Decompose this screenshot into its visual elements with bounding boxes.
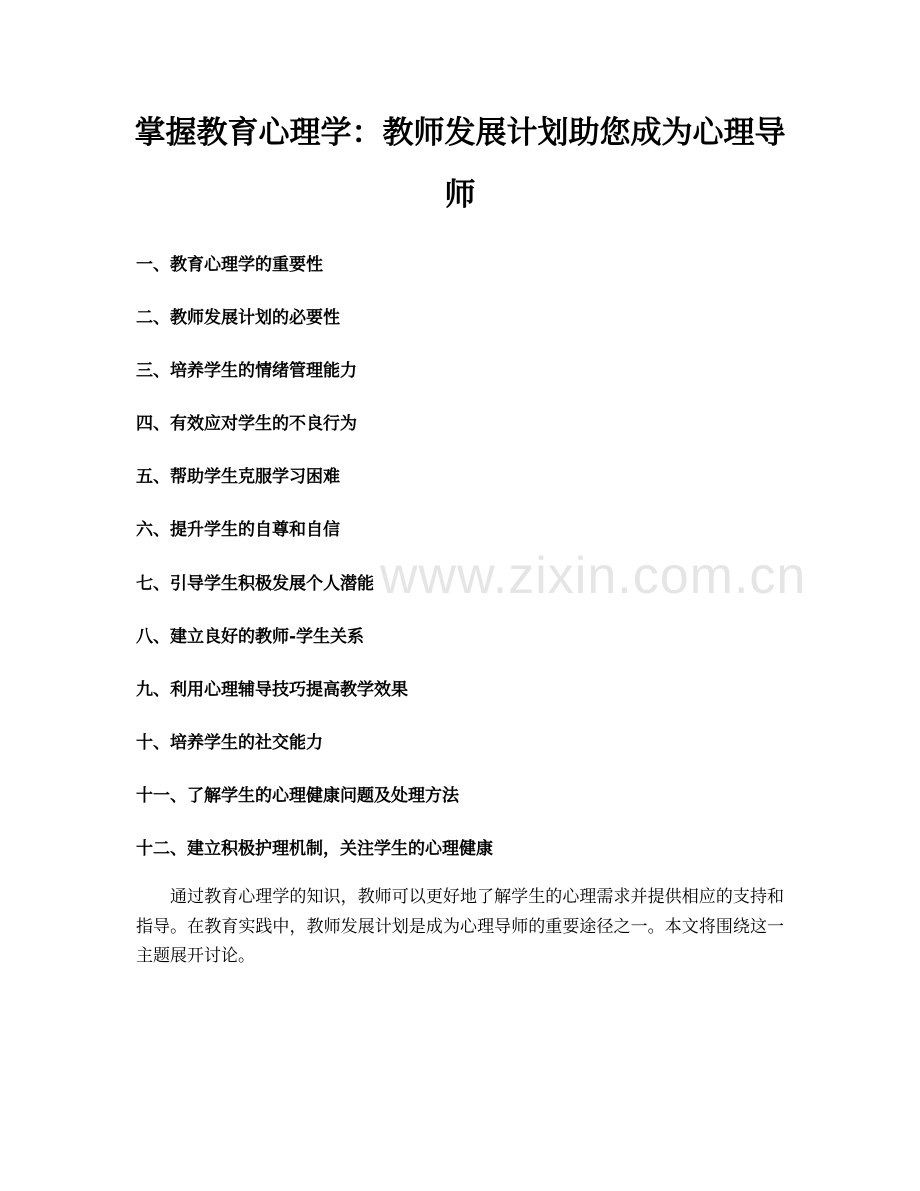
heading-item: 八、建立良好的教师-学生关系 bbox=[136, 626, 365, 647]
heading-item: 三、培养学生的情绪管理能力 bbox=[136, 361, 357, 382]
intro-paragraph: 通过教育心理学的知识，教师可以更好地了解学生的心理需求并提供相应的支持和指导。在教育实践中，教师发展计划是成为心理导师的重要途径之一。本文将围绕这一主题展开讨论。 bbox=[136, 887, 784, 966]
heading-item: 六、提升学生的自尊和自信 bbox=[136, 520, 340, 541]
heading-item: 十二、建立积极护理机制，关注学生的心理健康 bbox=[136, 839, 493, 860]
heading-item: 七、引导学生积极发展个人潜能 bbox=[136, 573, 374, 594]
heading-item: 四、有效应对学生的不良行为 bbox=[136, 414, 357, 435]
watermark: www.zixin.com.cn bbox=[380, 547, 807, 605]
heading-item: 五、帮助学生克服学习困难 bbox=[136, 467, 340, 488]
heading-item: 十一、了解学生的心理健康问题及处理方法 bbox=[136, 785, 459, 806]
heading-item: 十、培养学生的社交能力 bbox=[136, 732, 323, 753]
document-title: 掌握教育心理学：教师发展计划助您成为心理导师 bbox=[134, 115, 786, 213]
heading-item: 九、利用心理辅导技巧提高教学效果 bbox=[136, 679, 408, 700]
heading-item: 一、教育心理学的重要性 bbox=[136, 255, 323, 275]
heading-item: 二、教师发展计划的必要性 bbox=[136, 308, 340, 329]
